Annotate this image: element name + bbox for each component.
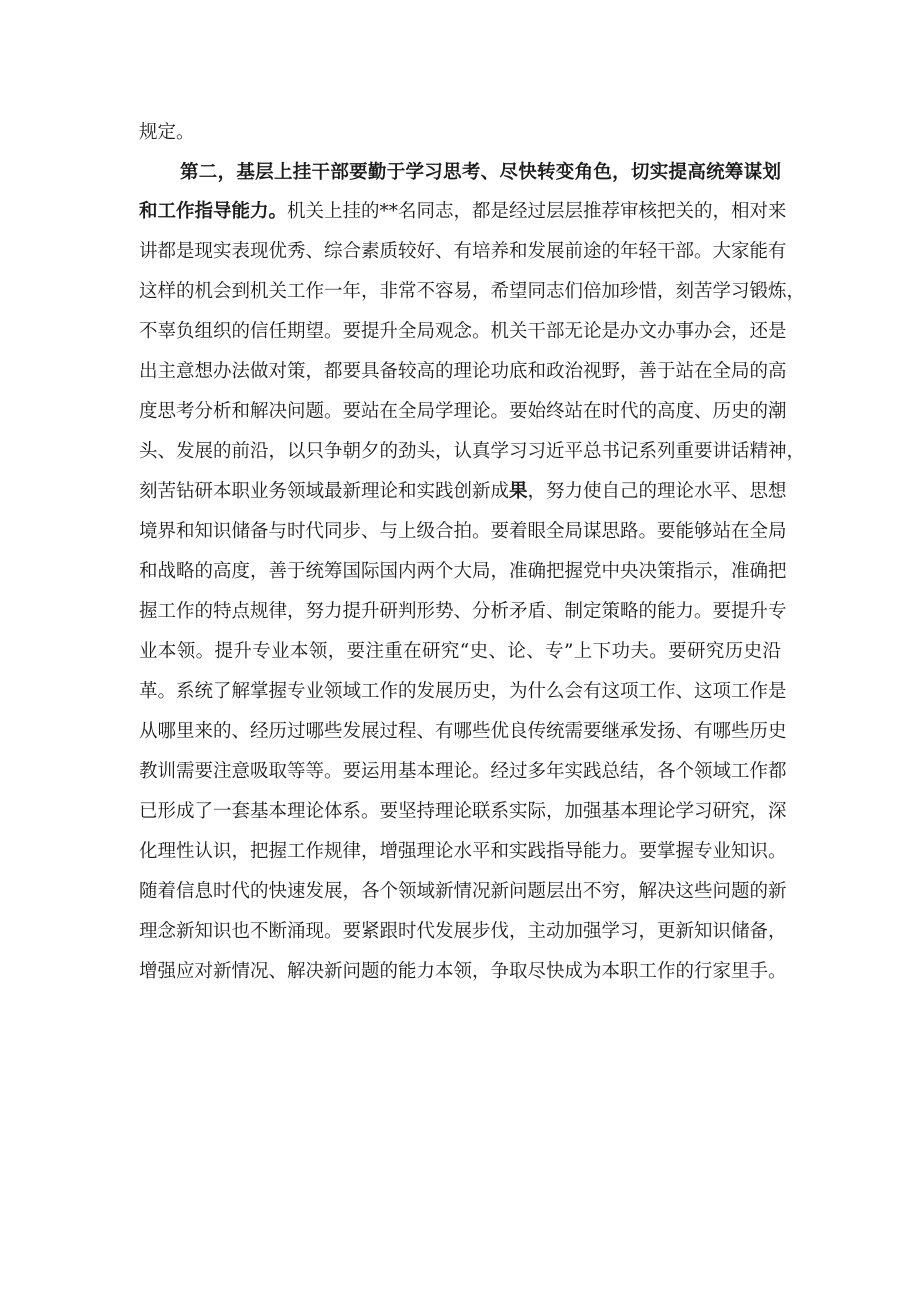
line-text: 讲都是现实表现优秀、综合素质较好、有培养和发展前途的年轻干部。大家能有 xyxy=(139,241,787,262)
text-line xyxy=(139,356,787,388)
line-text: 化理性认识，把握工作规律，增强理论水平和实践指导能力。要掌握专业知识。 xyxy=(139,841,787,862)
text-line xyxy=(139,476,787,508)
text-line xyxy=(139,316,787,348)
text-line xyxy=(139,556,787,588)
heading-text: 和工作指导能力。 xyxy=(139,201,288,222)
line-text: 业本领。提升专业本领，要注重在研究“史、论、专”上下功夫。要研究历史沿 xyxy=(139,641,781,662)
text-line xyxy=(139,796,787,828)
bold-char: 果 xyxy=(509,481,528,502)
text-line xyxy=(139,756,787,788)
line-text: 机关上挂的**名同志，都是经过层层推荐审核把关的，相对来 xyxy=(287,201,787,222)
text-line xyxy=(139,117,781,149)
text-line xyxy=(139,636,781,668)
text-line xyxy=(139,956,787,988)
line-text: 规定。 xyxy=(139,122,195,143)
line-text: 随着信息时代的快速发展，各个领域新情况新问题层出不穷，解决这些问题的新 xyxy=(139,881,787,902)
line-text: 增强应对新情况、解决新问题的能力本领，争取尽快成为本职工作的行家里手。 xyxy=(139,961,787,982)
text-line xyxy=(139,516,787,548)
line-text: 理念新知识也不断涌现。要紧跟时代发展步伐，主动加强学习，更新知识储备， xyxy=(139,921,787,942)
line-text: 头、发展的前沿，以只争朝夕的劲头，认真学习习近平总书记系列重要讲话精神， xyxy=(139,441,806,462)
line-text: 境界和知识储备与时代同步、与上级合拍。要着眼全局谋思路。要能够站在全局 xyxy=(139,521,787,542)
line-text-tail: ，努力使自己的理论水平、思想 xyxy=(527,481,787,502)
text-line xyxy=(139,836,787,868)
line-text: 度思考分析和解决问题。要站在全局学理论。要始终站在时代的高度、历史的潮 xyxy=(139,401,787,422)
line-text: 不辜负组织的信任期望。要提升全局观念。机关干部无论是办文办事办会，还是 xyxy=(139,321,787,342)
text-line xyxy=(139,676,787,708)
line-text: 已形成了一套基本理论体系。要坚持理论联系实际，加强基本理论学习研究，深 xyxy=(139,801,787,822)
text-line xyxy=(139,196,787,228)
line-text: 这样的机会到机关工作一年，非常不容易，希望同志们倍加珍惜，刻苦学习锻炼， xyxy=(139,281,806,302)
line-text: 从哪里来的、经历过哪些发展过程、有哪些优良传统需要继承发扬、有哪些历史 xyxy=(139,721,787,742)
text-line xyxy=(139,876,787,908)
text-line xyxy=(139,396,787,428)
line-text: 出主意想办法做对策，都要具备较高的理论功底和政治视野，善于站在全局的高 xyxy=(139,361,787,382)
text-line xyxy=(139,236,787,268)
line-text: 握工作的特点规律，努力提升研判形势、分析矛盾、制定策略的能力。要提升专 xyxy=(139,601,787,622)
heading-text: 第二，基层上挂干部要勤于学习思考、尽快转变角色，切实提高统筹谋划 xyxy=(180,162,781,183)
text-line xyxy=(139,436,806,468)
line-text: 刻苦钻研本职业务领域最新理论和实践创新成 xyxy=(139,481,510,502)
text-line xyxy=(139,276,806,308)
line-text: 革。系统了解掌握专业领域工作的发展历史，为什么会有这项工作、这项工作是 xyxy=(139,681,787,702)
text-line xyxy=(139,716,787,748)
text-line xyxy=(139,916,787,948)
line-text: 教训需要注意吸取等等。要运用基本理论。经过多年实践总结，各个领域工作都 xyxy=(139,761,787,782)
section-heading-line xyxy=(180,157,781,189)
text-line xyxy=(139,596,787,628)
line-text: 和战略的高度，善于统筹国际国内两个大局，准确把握党中央决策指示，准确把 xyxy=(139,561,787,582)
